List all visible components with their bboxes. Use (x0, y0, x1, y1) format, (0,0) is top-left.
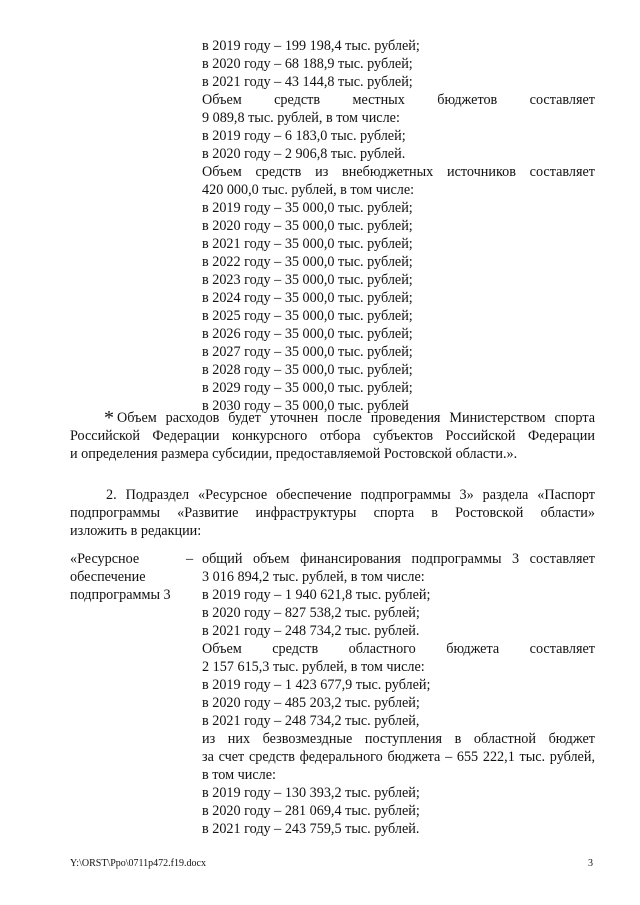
text-line: в 2030 году – 35 000,0 тыс. рублей (202, 398, 409, 414)
text-line: в 2022 году – 35 000,0 тыс. рублей; (202, 254, 413, 270)
text-line: в 2020 году – 68 188,9 тыс. рублей; (202, 56, 413, 72)
text-line: 2 157 615,3 тыс. рублей, в том числе: (202, 659, 425, 675)
text-line: в 2019 году – 130 393,2 тыс. рублей; (202, 785, 420, 801)
text-line: в 2027 году – 35 000,0 тыс. рублей; (202, 344, 413, 360)
text-line: в 2028 году – 35 000,0 тыс. рублей; (202, 362, 413, 378)
text-line: в 2020 году – 35 000,0 тыс. рублей; (202, 218, 413, 234)
item2-line: изложить в редакции: (70, 523, 202, 539)
text-line: в 2020 году – 485 203,2 тыс. рублей; (202, 695, 420, 711)
text-line: в 2025 году – 35 000,0 тыс. рублей; (202, 308, 413, 324)
text-line: в 2021 году – 35 000,0 тыс. рублей; (202, 236, 413, 252)
text-line: в 2019 году – 1 940 621,8 тыс. рублей; (202, 587, 431, 603)
text-line: Объем средств местных бюджетов составляет (202, 92, 595, 108)
text-line: в 2020 году – 2 906,8 тыс. рублей. (202, 146, 406, 162)
text-line: 9 089,8 тыс. рублей, в том числе: (202, 110, 400, 126)
resource-label: обеспечение (70, 569, 146, 585)
text-line: в 2021 году – 43 144,8 тыс. рублей; (202, 74, 413, 90)
page-number: 3 (588, 858, 593, 869)
text-line: за счет средств федерального бюджета – 655 222,1 тыс. рублей, (202, 749, 595, 765)
text-line: общий объем финансирования подпрограммы 3 составляет (202, 551, 595, 567)
text-line: Объем средств из внебюджетных источников составляет (202, 164, 595, 180)
footer-file-path: Y:\ORST\Ppo\0711p472.f19.docx (70, 858, 206, 869)
footnote-line: и определения размера субсидии, предоставляемой Ростовской области.». (70, 446, 518, 462)
text-line: в 2020 году – 827 538,2 тыс. рублей; (202, 605, 420, 621)
text-line: в 2023 году – 35 000,0 тыс. рублей; (202, 272, 413, 288)
item2-line: 2. Подраздел «Ресурсное обеспечение подпрограммы 3» раздела «Паспорт (106, 487, 595, 503)
text-line: 420 000,0 тыс. рублей, в том числе: (202, 182, 415, 198)
text-line: в 2019 году – 6 183,0 тыс. рублей; (202, 128, 406, 144)
resource-label: «Ресурсное (70, 551, 140, 567)
text-line: в том числе: (202, 767, 276, 783)
resource-label: подпрограммы 3 (70, 587, 171, 603)
text-line: Объем средств областного бюджета составляет (202, 641, 595, 657)
text-line: в 2021 году – 243 759,5 тыс. рублей. (202, 821, 420, 837)
text-line: 3 016 894,2 тыс. рублей, в том числе: (202, 569, 425, 585)
text-line: в 2021 году – 248 734,2 тыс. рублей. (202, 623, 420, 639)
footnote-marker: * (104, 407, 114, 429)
text-line: в 2024 году – 35 000,0 тыс. рублей; (202, 290, 413, 306)
text-line: в 2019 году – 199 198,4 тыс. рублей; (202, 38, 420, 54)
text-line: в 2029 году – 35 000,0 тыс. рублей; (202, 380, 413, 396)
footnote-line: Объем расходов будет уточнен после проведения Министерством спорта (117, 410, 595, 426)
text-line: в 2019 году – 1 423 677,9 тыс. рублей; (202, 677, 431, 693)
text-line: в 2020 году – 281 069,4 тыс. рублей; (202, 803, 420, 819)
resource-dash: – (186, 551, 194, 567)
text-line: из них безвозмездные поступления в областной бюджет (202, 731, 595, 747)
text-line: в 2026 году – 35 000,0 тыс. рублей; (202, 326, 413, 342)
text-line: в 2021 году – 248 734,2 тыс. рублей, (202, 713, 420, 729)
footnote-line: Российской Федерации конкурсного отбора субъектов Российской Федерации (70, 428, 595, 444)
text-line: в 2019 году – 35 000,0 тыс. рублей; (202, 200, 413, 216)
item2-line: подпрограммы «Развитие инфраструктуры спорта в Ростовской области» (70, 505, 595, 521)
